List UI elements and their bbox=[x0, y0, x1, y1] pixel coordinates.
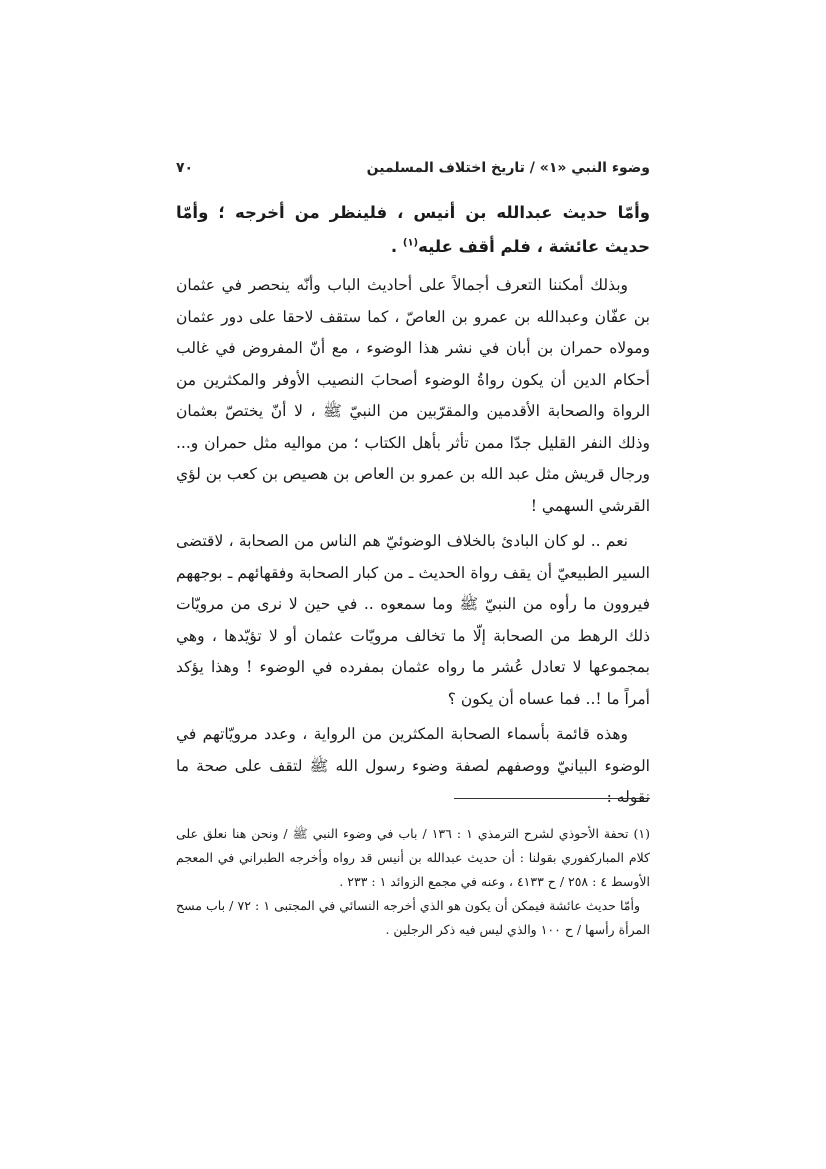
bold-opening-paragraph bbox=[176, 196, 650, 264]
footnote-1-continuation: وأمّا حديث عائشة فيمكن أن يكون هو الذي أخرجه النسائي في المجتبى ١ : ٧٢ / باب مسح المرأة رأسها / ح ١٠٠ والذي ليس فيه ذكر الرجلين . bbox=[176, 898, 650, 937]
footnote-1: (١) تحفة الأحوذي لشرح الترمذي ١ : ١٣٦ / باب في وضوء النبي ﷺ / ونحن هنا نعلق على كلام المباركفوري بقولنا : أن حديث عبدالله بن أنيس قد رواه وأخرجه الطبراني في المعجم الأوسط ٤ : ٢٥٨ / ح ٤١٣٣ ، وعنه في مجمع الزوائد ١ : ٢٣٣ . bbox=[176, 826, 650, 889]
opening-text: وأمّا حديث عبدالله بن أنيس ، فلينظر من أخرجه ؛ وأمّا حديث عائشة ، فلم أقف عليه bbox=[176, 203, 650, 256]
paragraph-1: وبذلك أمكننا التعرف أجمالاً على أحاديث الباب وأنّه ينحصر في عثمان بن عفّان وعبدالله بن عمرو بن العاصّ ، كما ستقف لاحقا على دور عثمان ومولاه حمران بن أبان في نشر هذا الوضوء ، مع أنّ المفروض في غالب أحكام الدين أن يكون رواةُ الوضوء أصحابَ النصيب الأوفر والمكثرين من الرواة والصحابة الأقدمين والمقرّبين من النبيّ ﷺ ، لا أنّ يختصّ بعثمان وذلك النفر القليل جدّا ممن تأثر بأهل الكتاب ؛ من مواليه مثل حمران و... ورجال قريش مثل عبد الله بن عمرو بن العاص بن هصيص بن كعب بن لؤي القرشي السهمي ! bbox=[176, 276, 650, 515]
opening-end: . bbox=[390, 237, 403, 256]
page-number: ٧٠ bbox=[176, 160, 194, 176]
paragraph-3: وهذه قائمة بأسماء الصحابة المكثرين من الرواية ، وعدد مرويّاتهم في الوضوء البيانيّ ووصفهم لصفة وضوء رسول الله ﷺ لتقف على صحة ما نقوله : bbox=[176, 725, 650, 806]
paragraph-2: نعم .. لو كان البادئ بالخلاف الوضوئيّ هم الناس من الصحابة ، لاقتضى السير الطبيعيّ أن يقف رواة الحديث ـ من كبار الصحابة وفقهائهم ـ بوجههم فيروون ما رأوه من النبيّ ﷺ وما سمعوه .. في حين لا نرى من مرويّات ذلك الرهط من الصحابة إلّا ما تخالف مرويّات عثمان أو لا تؤيّدها ، وهي بمجموعها لا تعادل عُشر ما رواه عثمان بمفرده في الوضوء ! وهذا يؤكد أمراً ما !.. فما عساه أن يكون ؟ bbox=[176, 532, 650, 708]
running-title: وضوء النبي «١» / تاريخ اختلاف المسلمين bbox=[366, 160, 650, 176]
footnote-reference[interactable]: (١) bbox=[402, 237, 419, 249]
footnotes bbox=[176, 822, 650, 942]
main-text bbox=[176, 196, 650, 814]
page-header bbox=[176, 156, 650, 184]
footnote-divider bbox=[454, 798, 650, 799]
